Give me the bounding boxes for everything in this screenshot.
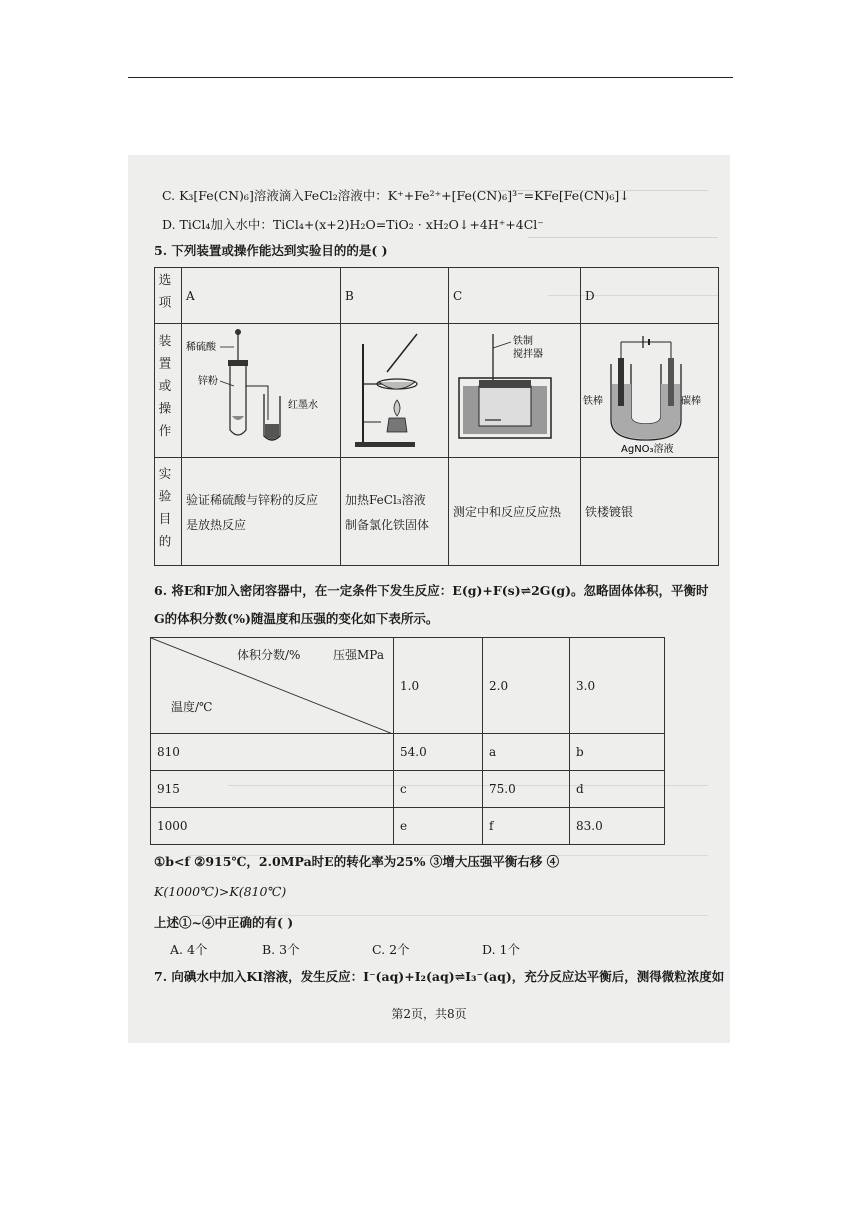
scanned-page — [128, 155, 730, 1043]
label-stirrer: 搅拌器 — [513, 349, 543, 360]
option-b-purpose-line2: 制备氯化铁固体 — [345, 517, 430, 532]
corner-temperature: 温度/℃ — [171, 700, 213, 714]
q6-statements-line2: K(1000℃)>K(810℃) — [154, 884, 287, 899]
label-zinc-powder: 锌粉 — [198, 376, 218, 387]
cell-810-2: a — [483, 734, 570, 771]
q7-stem: 7. 向碘水中加入KI溶液，发生反应：I⁻(aq)+I₂(aq)⇌I₃⁻(aq)，充分反应达平衡后，测得微粒浓度如 — [154, 969, 725, 984]
pressure-2: 2.0 — [483, 638, 570, 734]
q6-choice-d: D. 1个 — [482, 942, 520, 957]
label-red-ink: 红墨水 — [288, 400, 318, 411]
label-agno3: AgNO₃溶液 — [621, 444, 674, 454]
option-a-letter: A — [186, 288, 195, 303]
q6-choice-a: A. 4个 — [170, 942, 208, 957]
cell-915-3: d — [570, 771, 665, 808]
q6-choice-c: C. 2个 — [372, 942, 410, 957]
q6-choice-b: B. 3个 — [262, 942, 300, 957]
option-c-purpose: 测定中和反应反应热 — [453, 505, 562, 519]
option-b-purpose-line1: 加热FeCl₃溶液 — [345, 492, 426, 507]
option-d-letter: D — [585, 288, 595, 303]
corner-volume-fraction: 体积分数/% — [237, 648, 301, 662]
q6-stem-line2: G的体积分数(%)随温度和压强的变化如下表所示。 — [154, 611, 439, 626]
cell-915-1: c — [394, 771, 483, 808]
option-b-letter: B — [345, 288, 354, 303]
cell-1000-2: f — [483, 808, 570, 845]
label-iron: 铁制 — [513, 336, 533, 347]
corner-pressure: 压强MPa — [333, 648, 384, 662]
q4-option-c: C. K₃[Fe(CN)₆]溶液滴入FeCl₂溶液中：K⁺+Fe²⁺+[Fe(CN)₆]³⁻=KFe[Fe(CN)₆]↓ — [162, 188, 630, 203]
option-a-purpose-line2: 是放热反应 — [186, 517, 247, 532]
q5-stem: 5. 下列装置或操作能达到实验目的的是( ) — [154, 243, 388, 258]
cell-810-1: 54.0 — [394, 734, 483, 771]
q5-options-table — [154, 267, 719, 566]
pressure-1: 1.0 — [394, 638, 483, 734]
temp-1000: 1000 — [151, 808, 394, 845]
option-d-purpose: 铁楼镀银 — [585, 505, 634, 519]
cell-1000-3: 83.0 — [570, 808, 665, 845]
q4-option-d: D. TiCl₄加入水中：TiCl₄+(x+2)H₂O=TiO₂ · xH₂O↓+4H⁺+4Cl⁻ — [162, 217, 544, 232]
temp-915: 915 — [151, 771, 394, 808]
cell-915-2: 75.0 — [483, 771, 570, 808]
header-rule — [128, 77, 733, 78]
cell-810-3: b — [570, 734, 665, 771]
row-header-option: 选项 — [157, 273, 172, 318]
temp-810: 810 — [151, 734, 394, 771]
q6-ask: 上述①~④中正确的有( ) — [154, 915, 294, 930]
q6-equilibrium-table — [150, 637, 665, 845]
label-carbon-rod: 碳棒 — [681, 396, 701, 407]
pressure-3: 3.0 — [570, 638, 665, 734]
option-a-purpose-line1: 验证稀硫酸与锌粉的反应 — [186, 492, 319, 507]
option-c-letter: C — [453, 288, 463, 303]
label-dilute-acid: 稀硫酸 — [186, 342, 216, 353]
cell-1000-1: e — [394, 808, 483, 845]
apparatus-c-diagram — [449, 324, 576, 454]
q6-statements-line1: ①b<f ②915℃，2.0MPa时E的转化率为25% ③增大压强平衡右移 ④ — [154, 854, 560, 869]
row-header-purpose: 实验目的 — [157, 466, 172, 557]
q6-stem-line1: 6. 将E和F加入密闭容器中，在一定条件下发生反应：E(g)+F(s)⇌2G(g)。忽略固体体积，平衡时 — [154, 583, 709, 598]
apparatus-d-diagram — [581, 324, 714, 454]
apparatus-b-diagram — [341, 324, 444, 454]
page-footer: 第2页，共8页 — [391, 1007, 467, 1021]
label-iron-rod: 铁棒 — [583, 396, 603, 407]
row-header-apparatus: 装置或操作 — [157, 334, 172, 447]
apparatus-a-diagram — [182, 324, 336, 454]
